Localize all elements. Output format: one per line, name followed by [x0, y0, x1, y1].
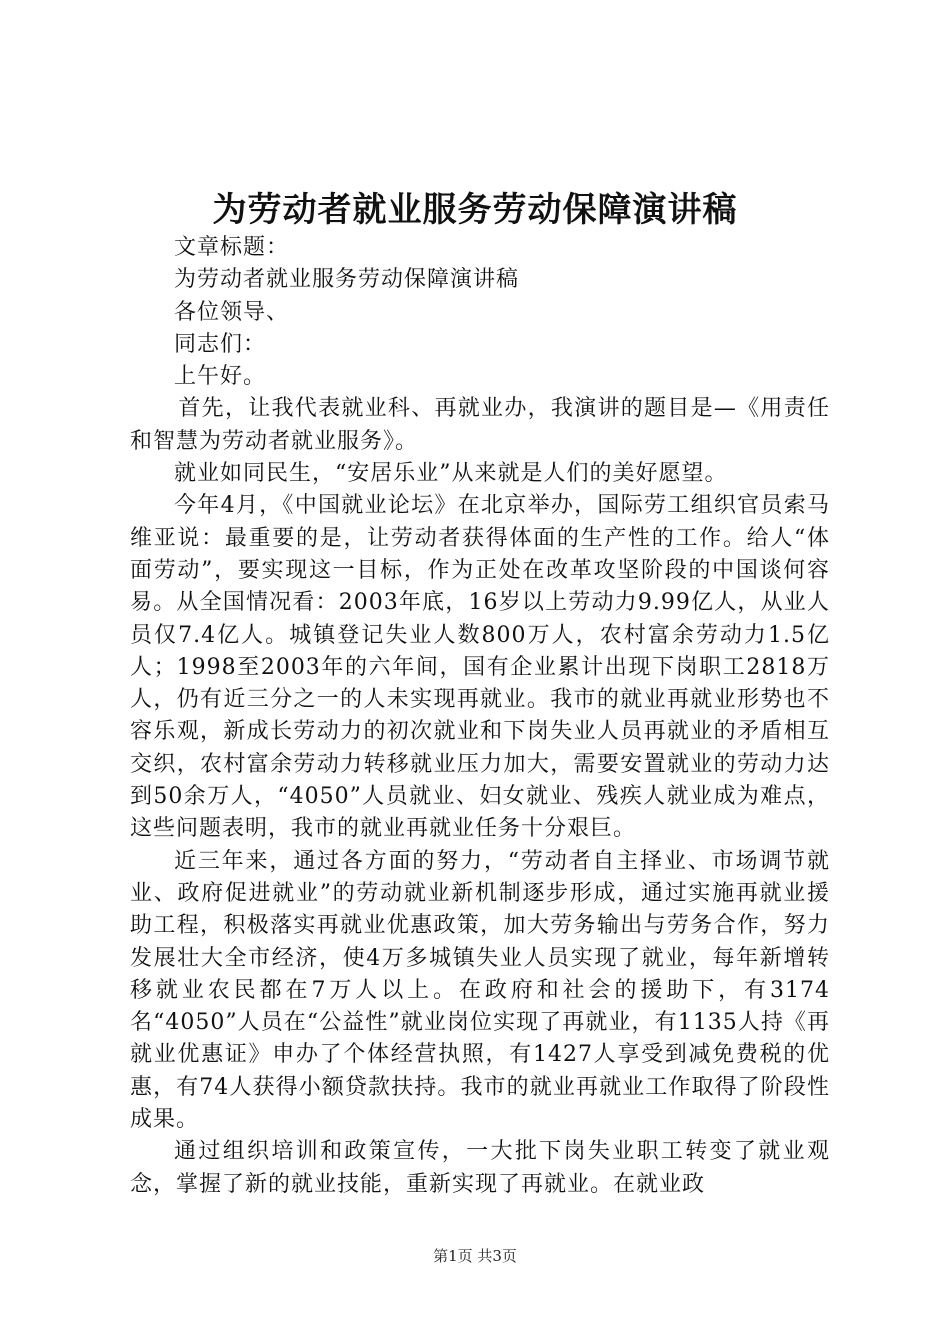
paragraph-three-years: 近三年来，通过各方面的努力，“劳动者自主择业、市场调节就业、政府促进就业”的劳动就业新机制逐步形成，通过实施再就业援助工程，积极落实再就业优惠政策，加大劳务输出与劳务合作，努力发展壮大全市经济，使4万多城镇失业人员实现了就业，每年新增转移就业农民都在7万人以上。在政府和社会的援助下，有3174名“4050”人员在“公益性”就业岗位实现了再就业，有1135人持《再就业优惠证》申办了个体经营执照，有1427人享受到减免费税的优惠，有74人获得小额贷款扶持。我市的就业再就业工作取得了阶段性成果。	[130, 848, 830, 1133]
paragraph-forum: 今年4月，《中国就业论坛》在北京举办，国际劳工组织官员索马维亚说：最重要的是，让劳动者获得体面的生产性的工作。给人“体面劳动”，要实现这一目标，作为正处在改革攻坚阶段的中国谈何容易。从全国情况看：2003年底，16岁以上劳动力9.99亿人，从业人员仅7.4亿人。城镇登记失业人数800万人，农村富余劳动力1.5亿人；1998至2003年的六年间，国有企业累计出现下岗职工2818万人，仍有近三分之一的人未实现再就业。我市的就业再就业形势也不容乐观，新成长劳动力的初次就业和下岗失业人员再就业的矛盾相互交织，农村富余劳动力转移就业压力加大，需要安置就业的劳动力达到50余万人，“4050”人员就业、妇女就业、残疾人就业成为难点，这些问题表明，我市的就业再就业任务十分艰巨。	[130, 493, 830, 842]
paragraph-article-title: 为劳动者就业服务劳动保障演讲稿	[174, 267, 520, 293]
paragraph-employment-livelihood: 就业如同民生，“安居乐业”从来就是人们的美好愿望。	[174, 461, 728, 487]
paragraph-article-label: 文章标题：	[174, 235, 290, 260]
paragraph-training: 通过组织培训和政策宣传，一大批下岗失业职工转变了就业观念，掌握了新的就业技能，重新实现了再就业。在就业政	[130, 1139, 830, 1197]
paragraph-greeting-leaders: 各位领导、	[174, 299, 290, 325]
paragraph-good-morning: 上午好。	[174, 364, 267, 390]
paragraph-intro: 首先，让我代表就业科、再就业办，我演讲的题目是—《用责任和智慧为劳动者就业服务》。	[130, 396, 830, 454]
paragraph-greeting-comrades: 同志们：	[174, 331, 267, 357]
document-body	[130, 232, 830, 1201]
page-footer: 第1页 共3页	[433, 1247, 517, 1265]
document-title: 为劳动者就业服务劳动保障演讲稿	[212, 190, 738, 230]
